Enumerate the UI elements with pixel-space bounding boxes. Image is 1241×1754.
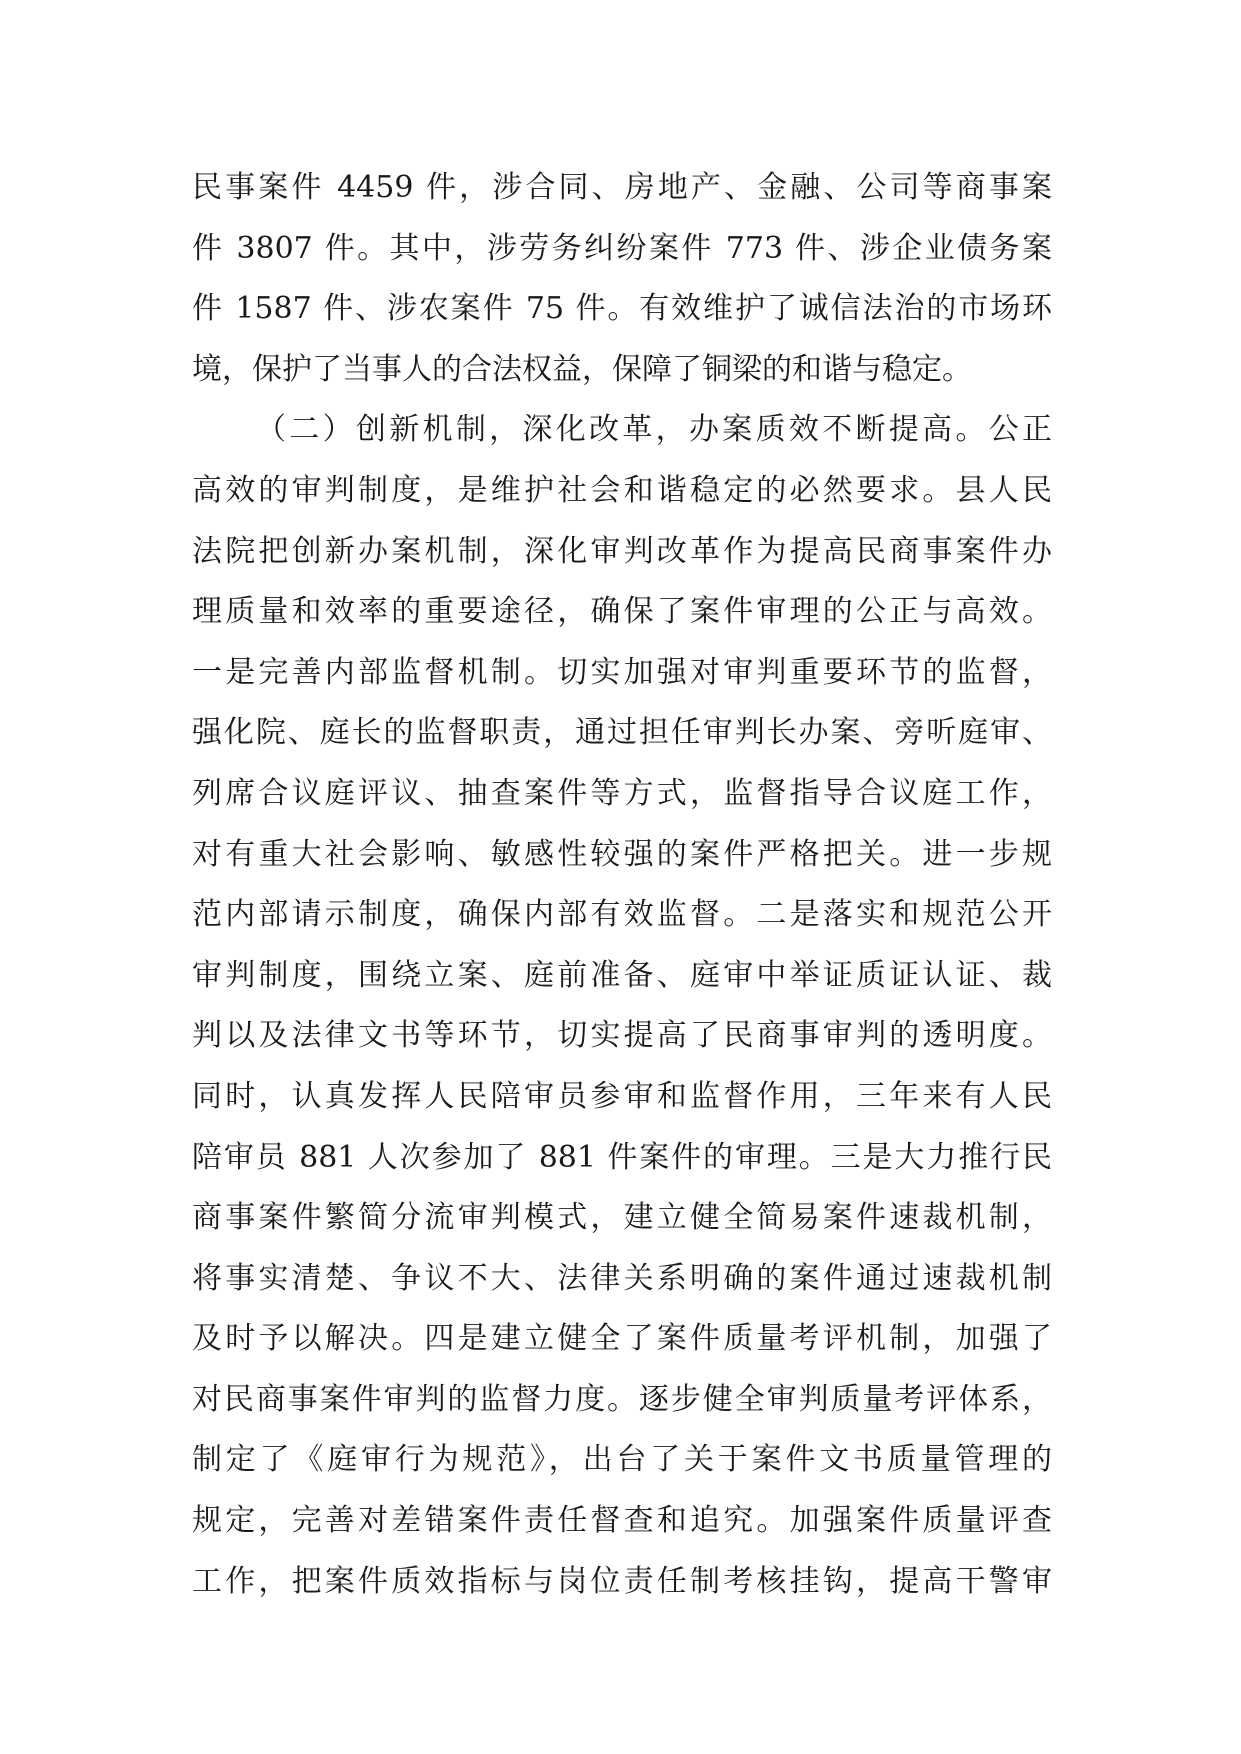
text-line-23: 规定，完善对差错案件责任督查和追究。加强案件质量评查 bbox=[192, 1503, 1052, 1539]
text-line-7: 法院把创新办案机制，深化审判改革作为提高民商事案件办 bbox=[192, 533, 1052, 569]
text-line-5: （二）创新机制，深化改革，办案质效不断提高。公正 bbox=[256, 412, 1052, 448]
text-line-13: 范内部请示制度，确保内部有效监督。二是落实和规范公开 bbox=[192, 897, 1052, 933]
text-line-6: 高效的审判制度，是维护社会和谐稳定的必然要求。县人民 bbox=[192, 472, 1052, 508]
text-line-3: 件 1587 件、涉农案件 75 件。有效维护了诚信法治的市场环 bbox=[192, 291, 1052, 327]
text-line-4: 境，保护了当事人的合法权益，保障了铜梁的和谐与稳定。 bbox=[192, 351, 972, 387]
text-line-8: 理质量和效率的重要途径，确保了案件审理的公正与高效。 bbox=[192, 594, 1052, 630]
text-line-22: 制定了《庭审行为规范》，出台了关于案件文书质量管理的 bbox=[192, 1442, 1052, 1478]
text-line-9: 一是完善内部监督机制。切实加强对审判重要环节的监督， bbox=[192, 654, 1052, 690]
text-line-18: 商事案件繁简分流审判模式，建立健全简易案件速裁机制， bbox=[192, 1200, 1052, 1236]
text-line-16: 同时，认真发挥人民陪审员参审和监督作用，三年来有人民 bbox=[192, 1078, 1052, 1114]
text-line-17: 陪审员 881 人次参加了 881 件案件的审理。三是大力推行民 bbox=[192, 1139, 1052, 1175]
text-line-24: 工作，把案件质效指标与岗位责任制考核挂钩，提高干警审 bbox=[192, 1563, 1052, 1599]
text-line-2: 件 3807 件。其中，涉劳务纠纷案件 773 件、涉企业债务案 bbox=[192, 230, 1052, 266]
text-line-20: 及时予以解决。四是建立健全了案件质量考评机制，加强了 bbox=[192, 1321, 1052, 1357]
text-line-10: 强化院、庭长的监督职责，通过担任审判长办案、旁听庭审、 bbox=[192, 715, 1052, 751]
text-line-11: 列席合议庭评议、抽查案件等方式，监督指导合议庭工作， bbox=[192, 775, 1052, 811]
body-text bbox=[192, 158, 1052, 1612]
text-line-15: 判以及法律文书等环节，切实提高了民商事审判的透明度。 bbox=[192, 1018, 1052, 1054]
text-line-19: 将事实清楚、争议不大、法律关系明确的案件通过速裁机制 bbox=[192, 1260, 1052, 1296]
text-line-1: 民事案件 4459 件，涉合同、房地产、金融、公司等商事案 bbox=[192, 170, 1052, 205]
text-line-21: 对民商事案件审判的监督力度。逐步健全审判质量考评体系， bbox=[192, 1381, 1052, 1417]
text-line-14: 审判制度，围绕立案、庭前准备、庭审中举证质证认证、裁 bbox=[192, 957, 1052, 993]
text-line-12: 对有重大社会影响、敏感性较强的案件严格把关。进一步规 bbox=[192, 836, 1052, 872]
